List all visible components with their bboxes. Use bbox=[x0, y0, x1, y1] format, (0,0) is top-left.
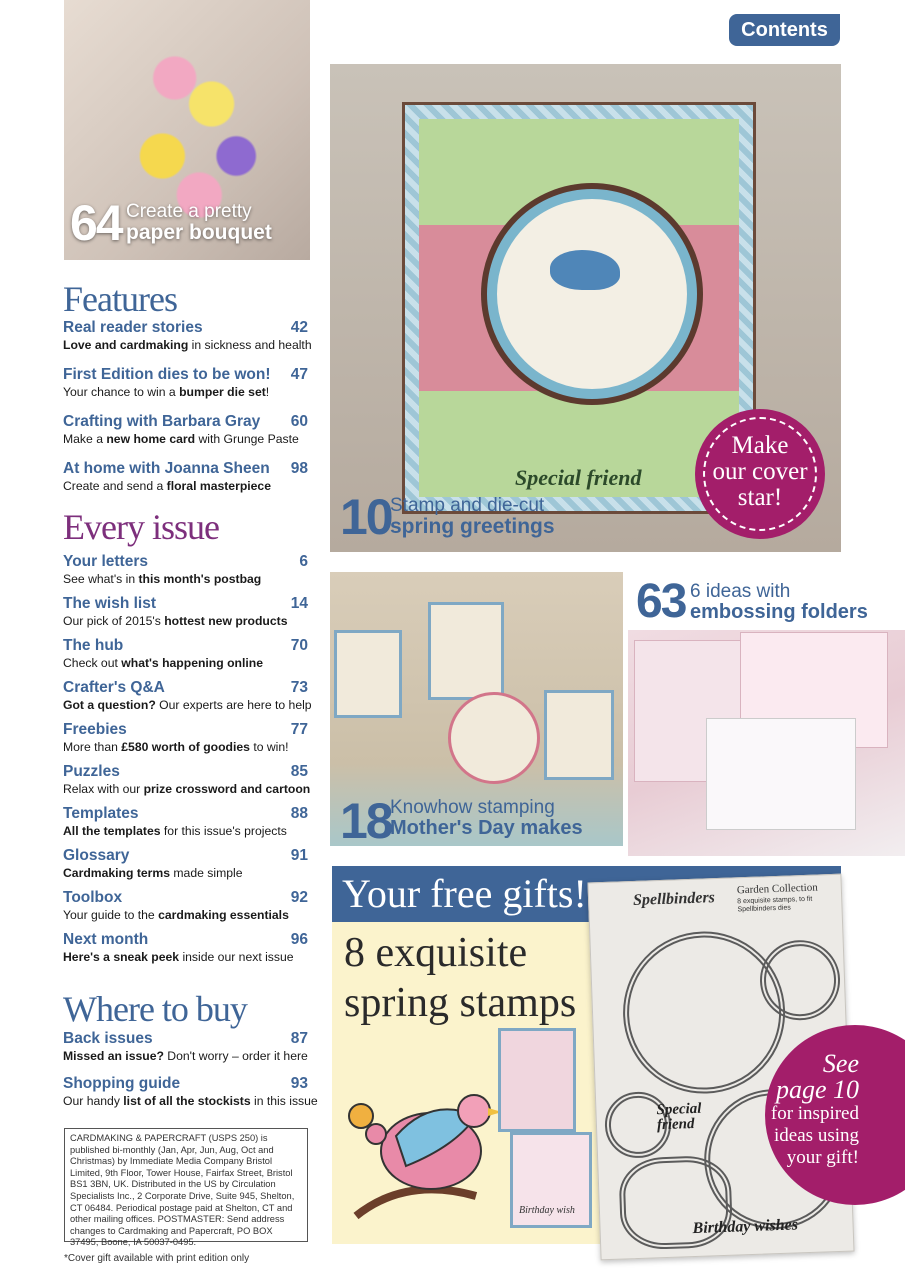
entry-description-pre: Your chance to win a bbox=[63, 385, 180, 399]
entry-page-number: 42 bbox=[290, 319, 308, 336]
entry-page-number: 85 bbox=[290, 763, 308, 780]
contents-entry bbox=[63, 460, 308, 494]
contents-entry bbox=[63, 413, 308, 447]
entry-description bbox=[63, 781, 311, 797]
cover-gift-footnote: *Cover gift available with print edition only bbox=[64, 1253, 250, 1264]
stamp-special-friend: Special friend bbox=[656, 1100, 702, 1134]
contents-entry bbox=[63, 1030, 308, 1064]
contents-entry-row bbox=[63, 553, 308, 571]
embossing-page-number: 63 bbox=[636, 575, 686, 628]
entry-description bbox=[63, 384, 308, 400]
entry-description-bold: floral masterpiece bbox=[166, 479, 271, 493]
entry-description-bold: cardmaking essentials bbox=[158, 908, 289, 922]
cover-caption-line2: spring greetings bbox=[390, 515, 555, 538]
entry-description bbox=[63, 431, 308, 447]
entry-description bbox=[63, 571, 308, 587]
cover-caption-line1: Stamp and die-cut bbox=[390, 495, 545, 516]
entry-description bbox=[63, 907, 308, 923]
features-heading: Features bbox=[63, 279, 177, 319]
entry-title: First Edition dies to be won! bbox=[63, 366, 271, 383]
cover-card-medallion bbox=[487, 189, 697, 399]
bouquet-photo bbox=[64, 0, 310, 260]
contents-entry-row bbox=[63, 931, 308, 949]
entry-description-bold: bumper die set bbox=[179, 385, 266, 399]
entry-title: Shopping guide bbox=[63, 1075, 181, 1092]
contents-entry-row bbox=[63, 595, 308, 613]
entry-description-post: inside our next issue bbox=[179, 950, 294, 964]
entry-description bbox=[63, 865, 308, 881]
contents-entry-row bbox=[63, 1075, 308, 1093]
entry-title: Real reader stories bbox=[63, 319, 203, 336]
free-gifts-heading: Your free gifts! bbox=[342, 871, 587, 916]
entry-page-number: 92 bbox=[290, 889, 308, 906]
contents-entry bbox=[63, 721, 308, 755]
gift-sample-card-bird bbox=[498, 1028, 576, 1132]
gift-sample-card-text: Birthday wish bbox=[519, 1205, 575, 1216]
contents-entry-row bbox=[63, 1030, 308, 1048]
entry-description-post: for this issue's projects bbox=[160, 824, 287, 838]
entry-title: Toolbox bbox=[63, 889, 123, 906]
entry-description-post: Don't worry – order it here bbox=[163, 1049, 308, 1063]
entry-page-number: 88 bbox=[290, 805, 308, 822]
entry-description-bold: what's happening online bbox=[121, 656, 263, 670]
contents-entry bbox=[63, 637, 308, 671]
entry-title: Glossary bbox=[63, 847, 130, 864]
gift-description bbox=[344, 928, 576, 1028]
entry-page-number: 73 bbox=[290, 679, 308, 696]
contents-entry bbox=[63, 763, 311, 797]
entry-title: Freebies bbox=[63, 721, 127, 738]
bouquet-caption-line1: Create a pretty bbox=[126, 201, 252, 222]
contents-entry-row bbox=[63, 679, 308, 697]
entry-description-pre: Make a bbox=[63, 432, 107, 446]
entry-description-pre: Create and send a bbox=[63, 479, 167, 493]
contents-entry bbox=[63, 595, 308, 629]
entry-description-rest: in sickness and health bbox=[188, 338, 312, 352]
entry-description-pre: Check out bbox=[63, 656, 122, 670]
contents-entry bbox=[63, 889, 308, 923]
embossing-caption-line2: embossing folders bbox=[690, 601, 868, 623]
embossed-card-white bbox=[706, 718, 856, 830]
entry-title: Next month bbox=[63, 931, 149, 948]
entry-description bbox=[63, 697, 312, 713]
entry-description bbox=[63, 478, 308, 494]
entry-title: Templates bbox=[63, 805, 139, 822]
gift-description-line1: 8 exquisite bbox=[344, 930, 528, 976]
entry-description-pre: Our pick of 2015's bbox=[63, 614, 165, 628]
entry-description-bold: this month's postbag bbox=[138, 572, 262, 586]
contents-entry bbox=[63, 319, 312, 353]
entry-page-number: 93 bbox=[290, 1075, 308, 1092]
publisher-legal-notice: CARDMAKING & PAPERCRAFT (USPS 250) is published bi-monthly (Jan, Apr, Jun, Aug, Oct and Christmas) by Immediate Media Company Bristol Limited, 9th Floor, Tower House, Fairfax Street, Bristol BS1 3BN, UK. Distributed in the US by Circulation Specialists Inc., 2 Corporate Drive, Suite 945, Shelton, CT 06484. Periodical postage paid at Shelton, CT and other mailing offices. POSTMASTER: Send address changes to Cardmaking and Papercraft, PO BOX 37495, Boone, IA 50037-0495. bbox=[64, 1128, 308, 1242]
entry-description-post: Our experts are here to help bbox=[155, 698, 312, 712]
contents-entry-row bbox=[63, 721, 308, 739]
entry-title: Crafting with Barbara Gray bbox=[63, 413, 261, 430]
entry-page-number: 47 bbox=[290, 366, 308, 383]
entry-description bbox=[63, 949, 308, 965]
entry-description-pre: Your guide to the bbox=[63, 908, 159, 922]
bouquet-caption-line2: paper bouquet bbox=[126, 221, 272, 244]
entry-description-bold: Love and cardmaking bbox=[63, 338, 189, 352]
see-badge-line2: page 10 bbox=[775, 1075, 859, 1104]
entry-page-number: 14 bbox=[290, 595, 308, 612]
contents-entry bbox=[63, 931, 308, 965]
entry-title: The wish list bbox=[63, 595, 157, 612]
contents-entry-row bbox=[63, 366, 308, 384]
entry-page-number: 87 bbox=[290, 1030, 308, 1047]
entry-description-bold: Got a question? bbox=[63, 698, 156, 712]
contents-entry-row bbox=[63, 460, 308, 478]
contents-tab: Contents bbox=[729, 14, 840, 46]
entry-description-post: to win! bbox=[249, 740, 289, 754]
entry-description bbox=[63, 337, 312, 353]
cover-card-sentiment: Special friend bbox=[515, 465, 642, 490]
embossing-photo bbox=[628, 630, 905, 856]
contents-entry-row bbox=[63, 847, 308, 865]
cover-badge-line2: our cover bbox=[712, 458, 808, 485]
see-badge-line1: See bbox=[822, 1049, 859, 1078]
every-issue-heading: Every issue bbox=[63, 507, 219, 547]
entry-description-bold: prize crossword and cartoon bbox=[143, 782, 311, 796]
entry-description-bold: £580 worth of goodies bbox=[121, 740, 250, 754]
cover-badge-line3: star! bbox=[737, 484, 783, 511]
mothers-page-number: 18 bbox=[340, 793, 392, 846]
ship-card bbox=[428, 602, 504, 700]
bird-illustration bbox=[550, 250, 620, 290]
entry-title: Puzzles bbox=[63, 763, 120, 780]
mothers-caption-line1: Knowhow stamping bbox=[390, 797, 555, 818]
entry-description-post: with Grunge Paste bbox=[195, 432, 299, 446]
contents-entry bbox=[63, 366, 308, 400]
stamp-birthday-wishes: Birthday wishes bbox=[692, 1216, 799, 1238]
entry-description-bold: All the templates bbox=[63, 824, 161, 838]
teapot-card bbox=[334, 630, 402, 718]
entry-description bbox=[63, 739, 308, 755]
entry-description bbox=[63, 1093, 318, 1109]
contents-entry-row bbox=[63, 763, 308, 781]
entry-page-number: 77 bbox=[290, 721, 308, 738]
entry-description bbox=[63, 1048, 308, 1064]
entry-description-bold: hottest new products bbox=[164, 614, 288, 628]
entry-description bbox=[63, 613, 308, 629]
kite-card bbox=[544, 690, 614, 780]
entry-description-pre: Our handy bbox=[63, 1094, 124, 1108]
contents-entry-row bbox=[63, 413, 308, 431]
entry-page-number: 96 bbox=[290, 931, 308, 948]
gift-description-line2: spring stamps bbox=[344, 980, 577, 1026]
see-badge-line4: ideas using bbox=[774, 1125, 859, 1146]
embossing-caption-line1: 6 ideas with bbox=[690, 581, 791, 602]
bird-stamp-illustration bbox=[336, 1056, 506, 1236]
cover-page-number: 10 bbox=[340, 489, 392, 545]
stamp-sheet-collection: Garden Collection bbox=[736, 881, 818, 897]
see-badge-line5: your gift! bbox=[786, 1147, 859, 1168]
mothers-day-photo bbox=[330, 572, 623, 846]
contents-entry-row bbox=[63, 889, 308, 907]
entry-description-pre: More than bbox=[63, 740, 122, 754]
entry-description bbox=[63, 655, 308, 671]
entry-page-number: 91 bbox=[290, 847, 308, 864]
entry-title: At home with Joanna Sheen bbox=[63, 460, 270, 477]
entry-description-bold: Cardmaking terms bbox=[63, 866, 171, 880]
stamp-sheet-subtitle: 8 exquisite stamps, to fit Spellbinders dies bbox=[737, 895, 813, 914]
see-badge-line3: for inspired bbox=[770, 1103, 859, 1124]
entry-description-bold: list of all the stockists bbox=[123, 1094, 251, 1108]
entry-description-pre: Relax with our bbox=[63, 782, 144, 796]
cover-badge-line1: Make bbox=[731, 432, 789, 459]
contents-entry-row bbox=[63, 637, 308, 655]
entry-page-number: 6 bbox=[299, 553, 308, 570]
entry-description bbox=[63, 823, 308, 839]
entry-title: Crafter's Q&A bbox=[63, 679, 165, 696]
contents-entry bbox=[63, 553, 308, 587]
mothers-caption-line2: Mother's Day makes bbox=[390, 817, 583, 839]
contents-entry-row bbox=[63, 805, 308, 823]
entry-description-post: made simple bbox=[170, 866, 243, 880]
entry-description-post: ! bbox=[265, 385, 270, 399]
contents-entry bbox=[63, 1075, 318, 1109]
entry-page-number: 60 bbox=[290, 413, 308, 430]
gift-sample-card-birthday bbox=[510, 1132, 592, 1228]
contents-entry bbox=[63, 805, 308, 839]
entry-title: The hub bbox=[63, 637, 124, 654]
entry-page-number: 70 bbox=[290, 637, 308, 654]
contents-entry bbox=[63, 679, 312, 713]
entry-description-post: in this issue bbox=[250, 1094, 318, 1108]
dog-card bbox=[448, 692, 540, 784]
contents-entry-row bbox=[63, 319, 308, 337]
entry-description-pre: See what's in bbox=[63, 572, 139, 586]
entry-description-bold: Missed an issue? bbox=[63, 1049, 164, 1063]
contents-entry bbox=[63, 847, 308, 881]
where-to-buy-heading: Where to buy bbox=[63, 989, 247, 1029]
entry-description-bold: Here's a sneak peek bbox=[63, 950, 180, 964]
bouquet-page-number: 64 bbox=[70, 195, 122, 251]
cover-star-badge bbox=[699, 413, 821, 535]
entry-title: Back issues bbox=[63, 1030, 153, 1047]
stamp-sheet-brand: Spellbinders bbox=[632, 889, 716, 909]
entry-page-number: 98 bbox=[290, 460, 308, 477]
entry-title: Your letters bbox=[63, 553, 148, 570]
entry-description-bold: new home card bbox=[106, 432, 196, 446]
